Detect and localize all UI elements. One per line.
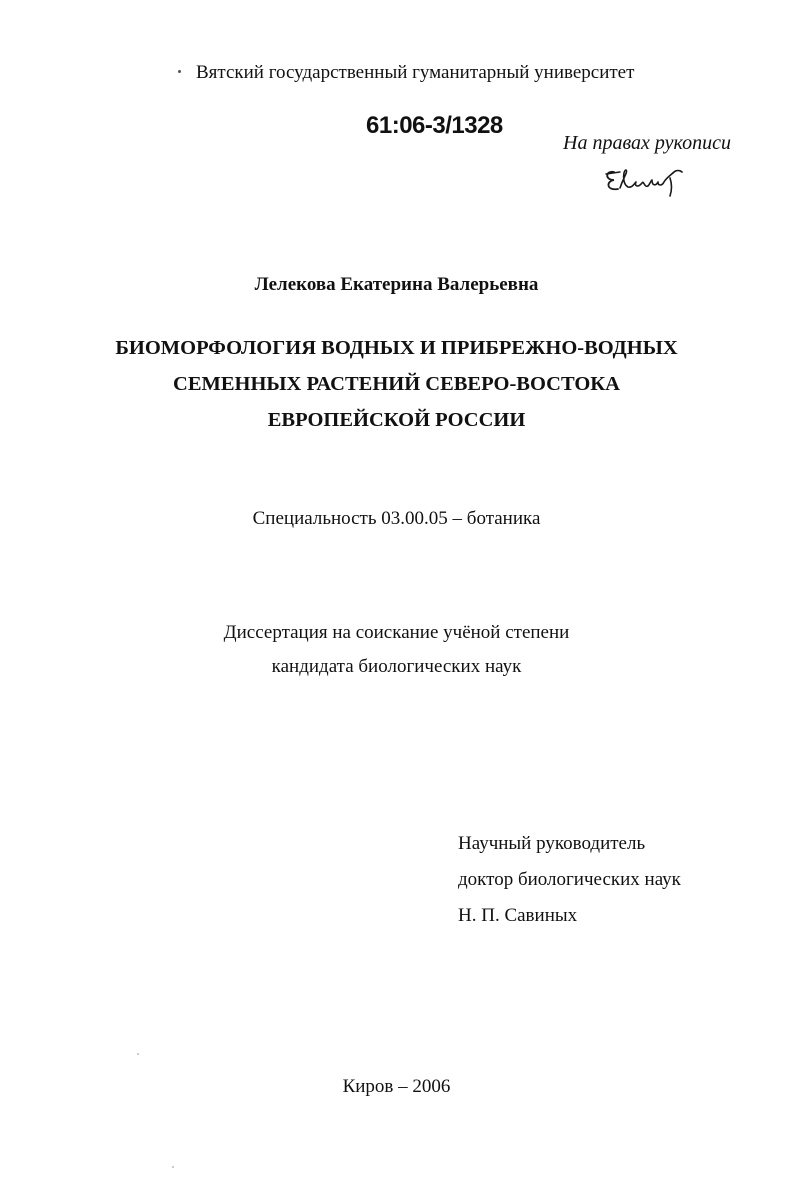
dissertation-title (0, 330, 793, 438)
supervisor-degree: доктор биологических наук (458, 869, 681, 890)
catalog-number: 61:06-3/1328 (366, 112, 503, 139)
scan-speck (172, 1166, 174, 1168)
degree-statement (0, 616, 793, 684)
scan-dot-mark (178, 70, 181, 73)
supervisor-role: Научный руководитель (458, 833, 646, 854)
university-name: Вятский государственный гуманитарный университет (196, 62, 635, 83)
author-name: Лелекова Екатерина Валерьевна (254, 274, 539, 295)
specialty: Специальность 03.00.05 – ботаника (252, 508, 541, 529)
supervisor-block (458, 826, 681, 934)
scan-speck (137, 1053, 139, 1055)
handwritten-signature (600, 158, 695, 198)
degree-line: Диссертация на соискание учёной степени (223, 622, 570, 643)
degree-line: кандидата биологических наук (271, 656, 522, 677)
title-line: ЕВРОПЕЙСКОЙ РОССИИ (267, 409, 526, 431)
rights-note: На правах рукописи (563, 132, 731, 154)
title-line: СЕМЕННЫХ РАСТЕНИЙ СЕВЕРО-ВОСТОКА (173, 373, 620, 395)
supervisor-name: Н. П. Савиных (458, 905, 578, 926)
city-year: Киров – 2006 (342, 1076, 451, 1097)
title-line: БИОМОРФОЛОГИЯ ВОДНЫХ И ПРИБРЕЖНО-ВОДНЫХ (115, 337, 678, 359)
